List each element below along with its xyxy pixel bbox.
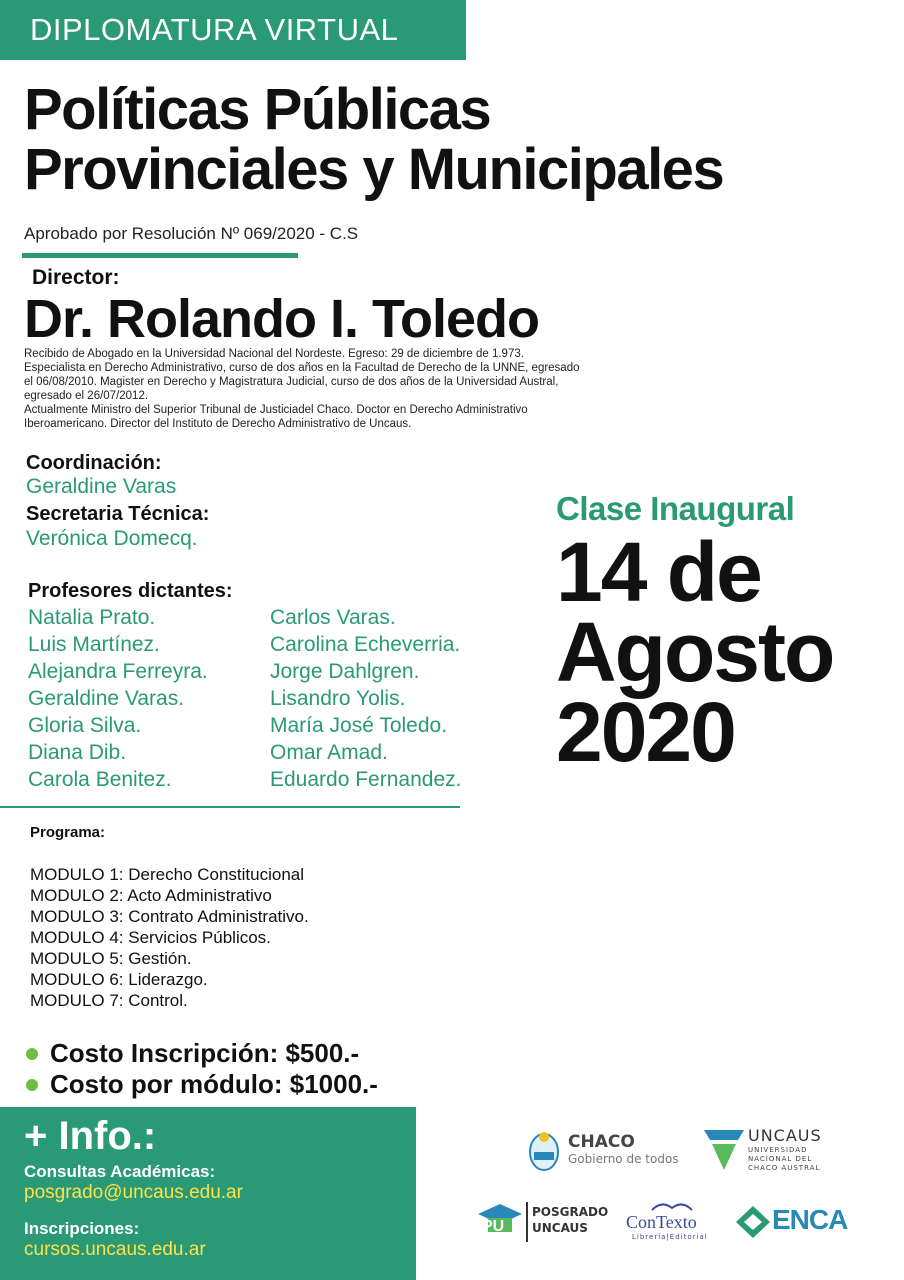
date-line-1: 14 de	[556, 525, 761, 619]
coordination-label: Coordinación:	[26, 452, 162, 474]
bullet-icon	[26, 1079, 38, 1091]
top-banner	[0, 0, 466, 60]
director-name: Dr. Rolando I. Toledo	[24, 289, 539, 349]
approval-divider	[22, 253, 298, 258]
enca-name: ENCA	[772, 1204, 848, 1235]
module-list	[30, 864, 309, 1011]
professor-name: Carlos Varas.	[270, 606, 396, 629]
program-label: Programa:	[30, 824, 106, 841]
course-title	[24, 77, 724, 202]
professor-name: María José Toledo.	[270, 714, 448, 737]
professor-name: Omar Amad.	[270, 741, 388, 764]
section-divider	[0, 806, 460, 808]
secretary-name: Verónica Domecq.	[26, 527, 198, 550]
posgrado-line: UNCAUS	[532, 1221, 588, 1235]
cost-inscription	[26, 1038, 359, 1069]
module-item: MODULO 6: Liderazgo.	[30, 970, 208, 989]
bio-paragraph-1: Recibido de Abogado en la Universidad Nacional del Nordeste. Egreso: 29 de diciembre de 1.973. Especialista en Derecho Administrativo, curso de dos años en la Facultad de Derecho de la UNNE, egresado el 06/08/2010. Magister en Derecho y Magistratura Judicial, curso de dos años de la Universidad Austral, egresado el 26/07/2012.	[24, 348, 580, 402]
bullet-icon	[26, 1048, 38, 1060]
professor-name: Lisandro Yolis.	[270, 687, 406, 710]
professor-name: Geraldine Varas.	[28, 687, 185, 710]
module-item: MODULO 7: Control.	[30, 991, 188, 1010]
professors-left-column	[28, 604, 208, 793]
cost-inscription-text: Costo Inscripción: $500.-	[50, 1038, 360, 1068]
director-label: Director:	[32, 266, 120, 289]
approval-text: Aprobado por Resolución Nº 069/2020 - C.S	[24, 224, 359, 243]
professor-name: Diana Dib.	[28, 741, 127, 764]
cost-module	[26, 1069, 378, 1100]
posgrado-line: POSGRADO	[532, 1205, 609, 1219]
professor-name: Luis Martínez.	[28, 633, 160, 656]
bio-paragraph-2: Actualmente Ministro del Superior Tribunal de Justiciadel Chaco. Doctor en Derecho Administrativo Iberoamericano. Director del Instituto de Derecho Administrativo de Uncaus.	[24, 404, 528, 430]
open-book-icon	[650, 1198, 694, 1212]
chaco-name: CHACO	[568, 1132, 635, 1152]
posgrado-logo	[478, 1200, 609, 1248]
professor-name: Natalia Prato.	[28, 606, 156, 629]
contexto-name: ConTexto	[626, 1212, 697, 1232]
module-item: MODULO 4: Servicios Públicos.	[30, 928, 271, 947]
professors-label: Profesores dictantes:	[28, 580, 233, 602]
title-line-2: Provinciales y Municipales	[24, 137, 724, 202]
uncaus-sub-line: UNIVERSIDAD	[748, 1146, 808, 1154]
chaco-logo	[528, 1128, 688, 1178]
module-item: MODULO 3: Contrato Administrativo.	[30, 907, 309, 926]
professor-name: Eduardo Fernandez.	[270, 768, 462, 791]
date-line-3: 2020	[556, 685, 735, 779]
professor-name: Carolina Echeverria.	[270, 633, 461, 656]
professor-name: Gloria Silva.	[28, 714, 142, 737]
chaco-subtitle: Gobierno de todos	[568, 1152, 679, 1166]
coordination-name: Geraldine Varas	[26, 475, 177, 498]
title-line-1: Políticas Públicas	[24, 77, 491, 142]
cost-module-text: Costo por módulo: $1000.-	[50, 1069, 378, 1099]
chaco-seal-icon	[528, 1128, 560, 1174]
enca-emblem-icon	[736, 1206, 770, 1238]
inaugural-label: Clase Inaugural	[556, 490, 795, 527]
uncaus-sub-line: NACIONAL DEL	[748, 1155, 813, 1163]
professor-name: Alejandra Ferreyra.	[28, 660, 208, 683]
contexto-logo	[624, 1198, 720, 1244]
uncaus-emblem-icon	[704, 1130, 744, 1172]
academic-email-link[interactable]: posgrado@uncaus.edu.ar	[24, 1182, 243, 1203]
uncaus-name: UNCAUS	[748, 1126, 822, 1145]
module-item: MODULO 2: Acto Administrativo	[30, 886, 272, 905]
secretary-label: Secretaria Técnica:	[26, 503, 210, 525]
uncaus-sub-line: CHACO AUSTRAL	[748, 1164, 821, 1172]
enca-logo	[736, 1204, 866, 1244]
academic-label: Consultas Académicas:	[24, 1162, 216, 1181]
banner-text: DIPLOMATURA VIRTUAL	[30, 12, 399, 47]
info-title: + Info.:	[24, 1114, 157, 1158]
uncaus-subtitle	[748, 1146, 820, 1173]
inaugural-date	[556, 525, 834, 779]
date-line-2: Agosto	[556, 605, 834, 699]
professors-right-column	[270, 604, 461, 793]
posgrado-divider	[526, 1202, 528, 1242]
director-bio	[24, 347, 580, 431]
contexto-subtitle: Librería|Editorial	[632, 1233, 708, 1241]
uncaus-logo	[704, 1126, 884, 1176]
posgrado-text	[532, 1204, 608, 1236]
professor-name: Jorge Dahlgren.	[270, 660, 420, 683]
pu-mark: PU	[482, 1218, 505, 1235]
module-item: MODULO 1: Derecho Constitucional	[30, 865, 305, 884]
professor-name: Carola Benitez.	[28, 768, 172, 791]
inscription-url-link[interactable]: cursos.uncaus.edu.ar	[24, 1239, 206, 1260]
module-item: MODULO 5: Gestión.	[30, 949, 192, 968]
inscription-label: Inscripciones:	[24, 1219, 140, 1238]
